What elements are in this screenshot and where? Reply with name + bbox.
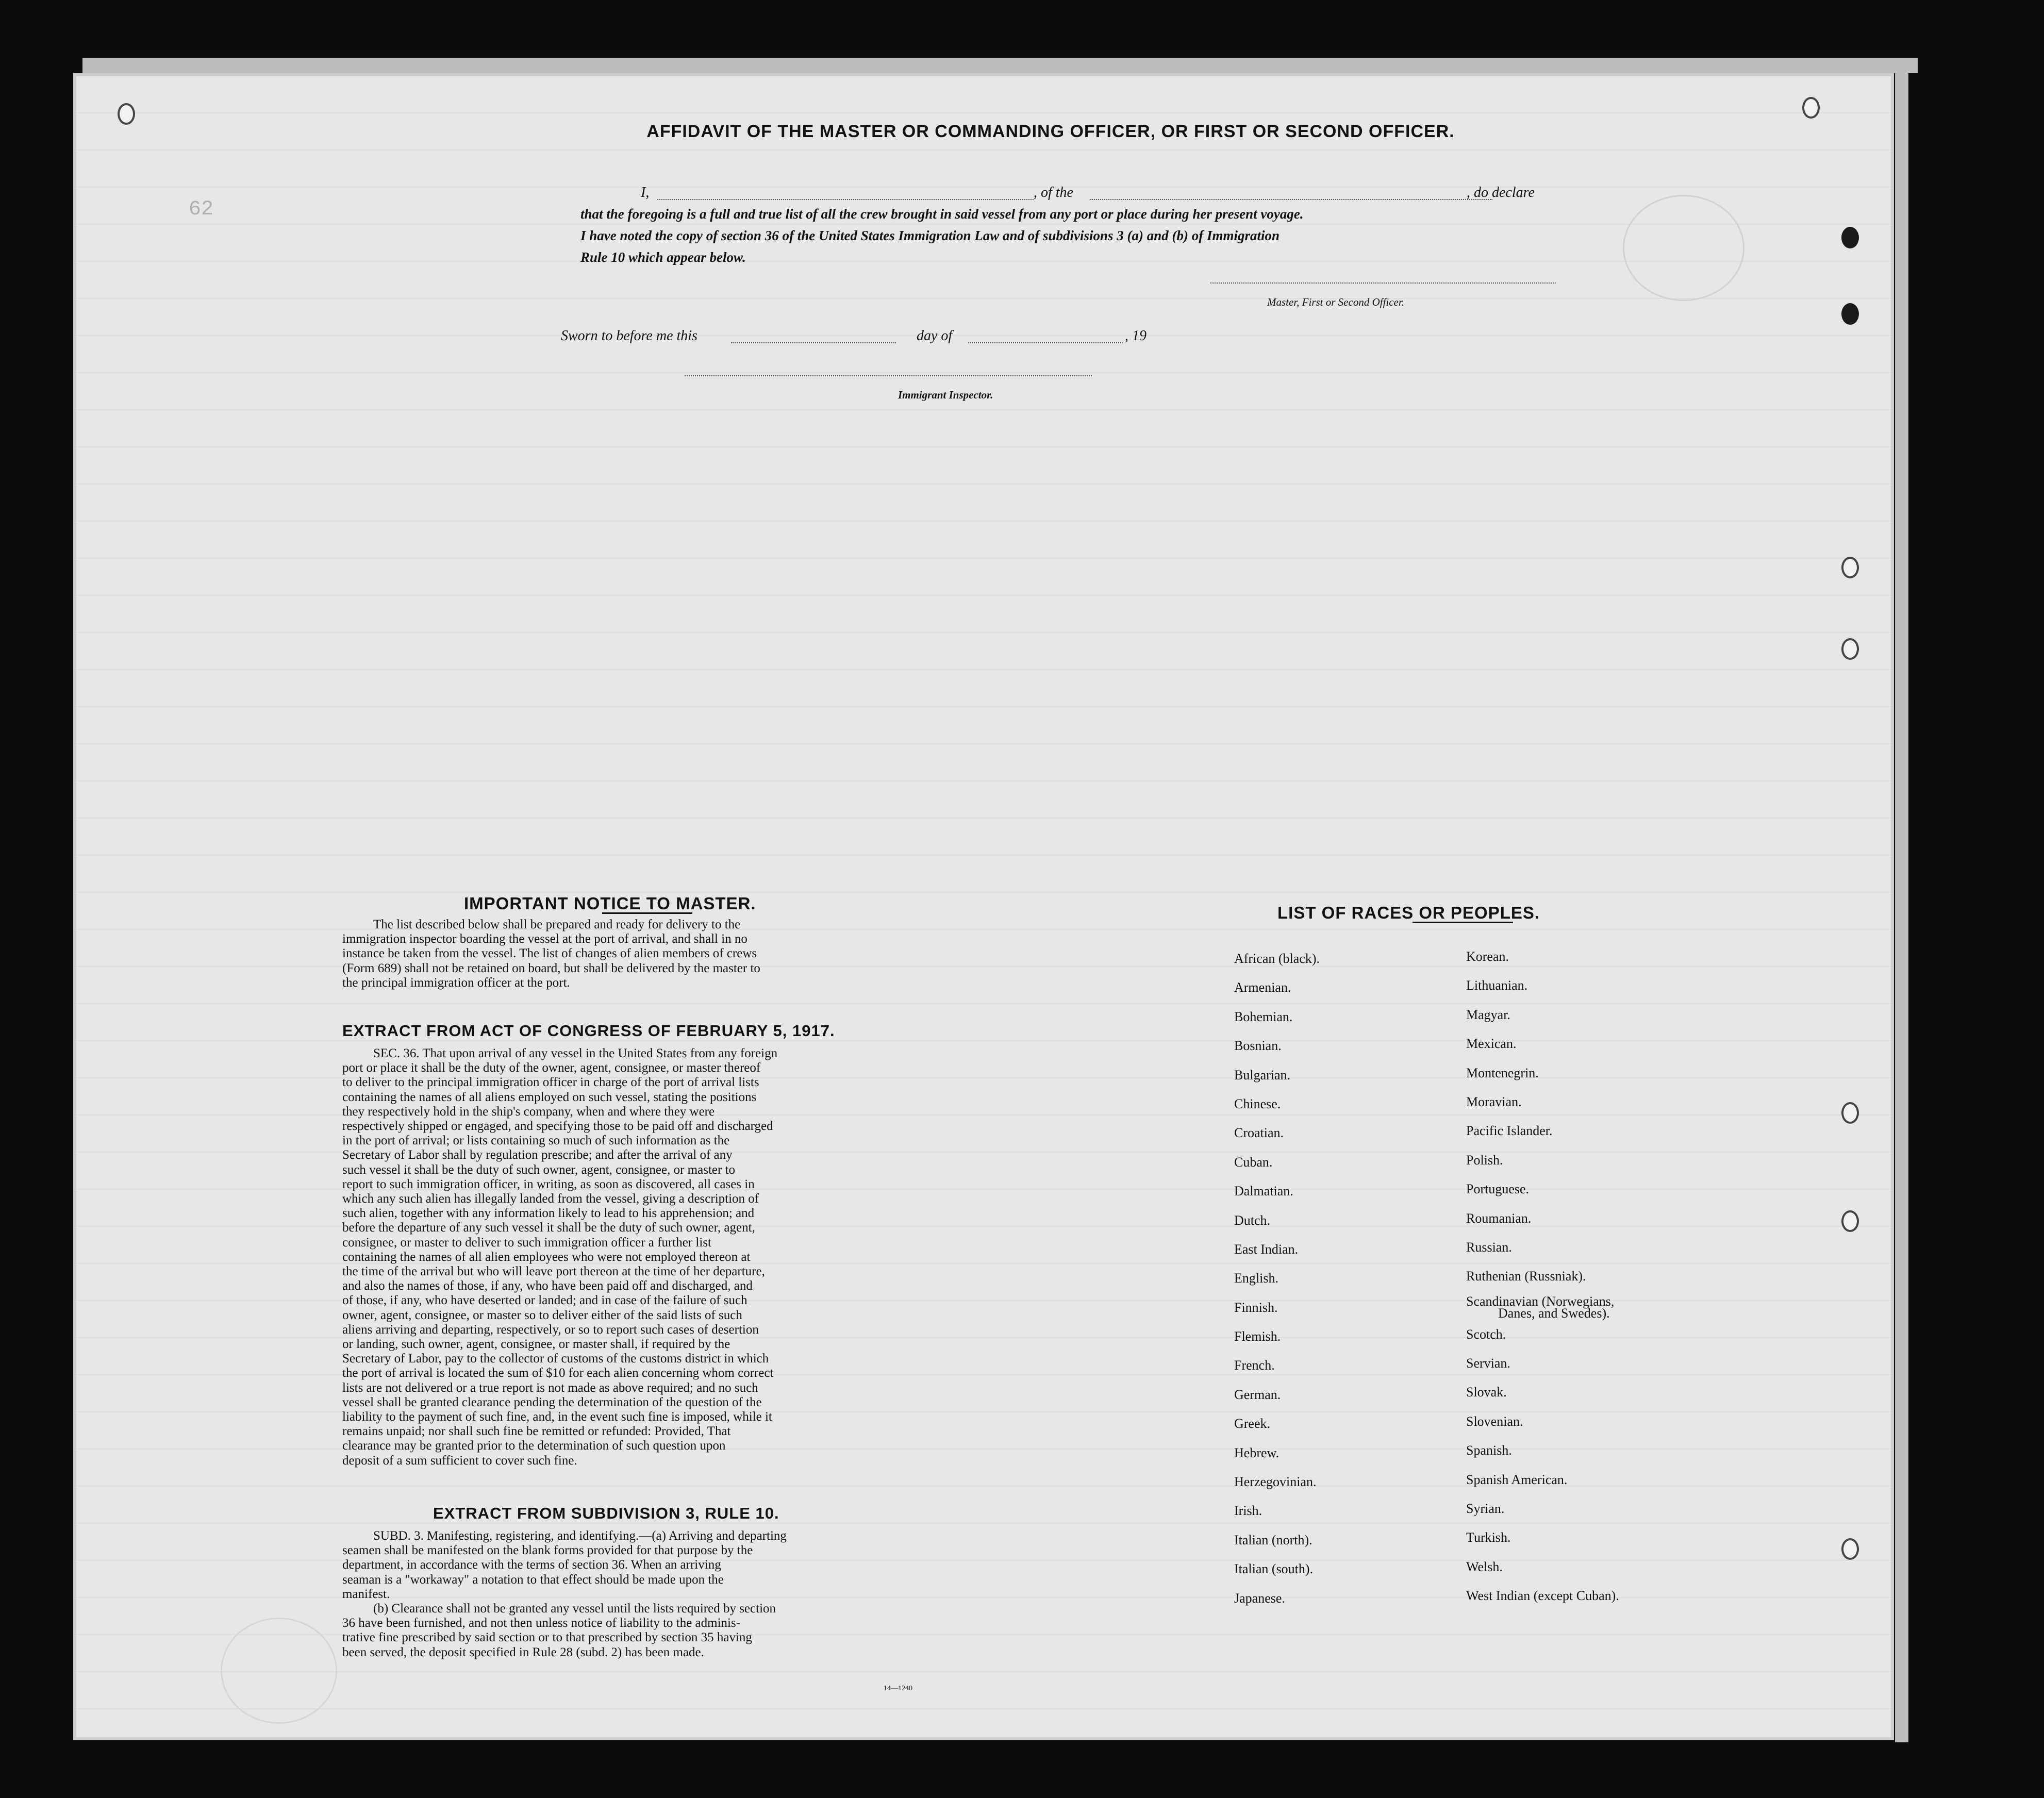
affidavit-do-declare: , do declare [1467, 185, 1535, 201]
race-item: Roumanian. [1466, 1210, 1532, 1226]
stacked-page-edge-right [1895, 67, 1908, 1742]
inspector-signature-line[interactable] [685, 375, 1092, 376]
race-item: Scotch. [1466, 1326, 1506, 1342]
race-item: Polish. [1466, 1152, 1503, 1168]
race-item: Spanish. [1466, 1443, 1512, 1458]
race-item: Croatian. [1234, 1125, 1284, 1141]
notice-heading: IMPORTANT NOTICE TO MASTER. [464, 894, 756, 913]
rule-line: seaman is a "workaway" a notation to that effect should be made upon the [342, 1572, 724, 1587]
faint-seal [221, 1618, 337, 1724]
race-item: Herzegovinian. [1234, 1474, 1317, 1490]
notice-line: (Form 689) shall not be retained on board, but shall be delivered by the master to [342, 961, 760, 975]
race-item: Magyar. [1466, 1007, 1510, 1022]
act-line: vessel shall be granted clearance pending the determination of the question of the [342, 1395, 762, 1409]
race-item: East Indian. [1234, 1241, 1299, 1257]
rule-line: department, in accordance with the terms of section 36. When an arriving [342, 1558, 721, 1572]
races-left-column [1234, 944, 1320, 1613]
act-line: consignee, or master to deliver to such immigration officer a further list [342, 1235, 711, 1250]
race-item: Turkish. [1466, 1530, 1511, 1545]
rule-line: seamen shall be manifested on the blank forms provided for that purpose by the [342, 1543, 753, 1558]
race-item: Dutch. [1234, 1212, 1271, 1228]
act-line: containing the names of all alien employees who were not employed thereon at [342, 1250, 751, 1264]
race-item: Bohemian. [1234, 1009, 1293, 1024]
act-line: or landing, such owner, agent, consignee, or master shall, if required by the [342, 1337, 730, 1352]
sworn-day-field[interactable] [731, 342, 896, 343]
rule-line: been served, the deposit specified in Rule 28 (subd. 2) has been made. [342, 1645, 704, 1659]
act-line: which any such alien has illegally landed from the vessel, giving a description of [342, 1192, 759, 1206]
act-line: deposit of a sum sufficient to cover such fine. [342, 1453, 577, 1468]
race-item: Hebrew. [1234, 1445, 1279, 1460]
race-item: West Indian (except Cuban). [1466, 1588, 1619, 1604]
act-line: the time of the arrival but who will leave port thereon at the time of her departure, [342, 1264, 765, 1279]
act-line: aliens arriving and departing, respectively, or so to report such cases of desertion [342, 1322, 759, 1337]
race-item: German. [1234, 1387, 1281, 1402]
race-item: Bosnian. [1234, 1038, 1282, 1054]
race-item: Armenian. [1234, 980, 1291, 995]
race-item: Portuguese. [1466, 1181, 1530, 1197]
faint-stamp [1623, 195, 1744, 301]
affidavit-line-2: that the foregoing is a full and true list of all the crew brought in said vessel from any port or place during her present voyage. [580, 206, 1304, 222]
act-line: SEC. 36. That upon arrival of any vessel in the United States from any foreign [373, 1046, 778, 1060]
punch-hole-right-5 [1841, 638, 1859, 660]
act-line: before the departure of any such vessel it shall be the duty of such owner, agent, [342, 1221, 755, 1235]
master-name-field[interactable] [657, 199, 1034, 200]
master-signature-line[interactable] [1210, 282, 1556, 284]
act-line: report to such immigration officer, in writing, as soon as discovered, all cases in [342, 1177, 755, 1191]
act-line: and also the names of those, if any, who have been paid off and discharged, and [342, 1279, 753, 1293]
rule-line: manifest. [342, 1587, 390, 1601]
race-item: Flemish. [1234, 1329, 1281, 1344]
act-line: owner, agent, consignee, or master so to deliver either of the said lists of such [342, 1308, 742, 1322]
race-item: Danes, and Swedes). [1498, 1305, 1610, 1321]
act-line: liability to the payment of such fine, and, in the event such fine is imposed, while it [342, 1410, 772, 1424]
race-item: Bulgarian. [1234, 1067, 1291, 1083]
notice-underline [602, 912, 692, 914]
races-right-column [1466, 942, 1619, 1611]
sworn-line [561, 328, 1283, 348]
race-item: Italian (south). [1234, 1561, 1314, 1577]
act-line: such alien, together with any information likely to lead to his apprehension; and [342, 1206, 755, 1221]
punch-hole-right-3 [1841, 303, 1859, 325]
punch-hole-right-4 [1841, 557, 1859, 578]
punch-hole-right-7 [1841, 1210, 1859, 1232]
affidavit-of-the-label: , of the [1034, 185, 1073, 201]
punch-hole-right-2 [1841, 227, 1859, 248]
sworn-label: Sworn to before me this [561, 328, 697, 344]
race-item: Ruthenian (Russniak). [1466, 1269, 1586, 1284]
race-item: French. [1234, 1358, 1275, 1373]
affidavit-line-3: I have noted the copy of section 36 of the United States Immigration Law and of subdivisions 3 (a) and (b) of Immigration [580, 228, 1280, 243]
race-item: Welsh. [1466, 1559, 1503, 1574]
master-signature-label: Master, First or Second Officer. [1267, 296, 1404, 308]
race-item: Scandinavian (Norwegians, [1466, 1293, 1615, 1309]
notice-line: The list described below shall be prepared and ready for delivery to the [373, 918, 741, 931]
act-line: the port of arrival is located the sum of $10 for each alien concerning whom correct [342, 1366, 774, 1380]
race-item: African (black). [1234, 951, 1320, 966]
act-line: Secretary of Labor shall by regulation prescribe; and after the arrival of any [342, 1148, 733, 1162]
affidavit-title: AFFIDAVIT OF THE MASTER OR COMMANDING OFFICER, OR FIRST OR SECOND OFFICER. [646, 122, 1455, 141]
act-line: Secretary of Labor, pay to the collector of customs of the customs district in which [342, 1352, 769, 1366]
stacked-page-edge-top [82, 58, 1918, 73]
extract-act-heading: EXTRACT FROM ACT OF CONGRESS OF FEBRUARY 5, 1917. [342, 1022, 835, 1040]
notice-body [342, 918, 1021, 990]
rule-line: (b) Clearance shall not be granted any vessel until the lists required by section [373, 1602, 776, 1616]
day-of-label: day of [917, 328, 953, 344]
vessel-name-field[interactable] [1090, 199, 1492, 200]
race-item: Finnish. [1234, 1300, 1278, 1315]
race-item: Chinese. [1234, 1096, 1281, 1111]
race-item: Servian. [1466, 1356, 1510, 1371]
act-line: they respectively hold in the ship's company, when and where they were [342, 1104, 715, 1119]
races-underline [1412, 922, 1513, 923]
act-line: containing the names of all aliens employed on such vessel, stating the positions [342, 1090, 757, 1104]
year-label: , 19 [1125, 328, 1146, 344]
notice-line: immigration inspector boarding the vessel at the port of arrival, and shall in no [342, 932, 747, 946]
document-page [76, 76, 1891, 1737]
race-item: Slovak. [1466, 1385, 1507, 1400]
race-item: Greek. [1234, 1416, 1271, 1431]
margin-mark: 62 [189, 198, 214, 221]
punch-hole-right-6 [1841, 1102, 1859, 1124]
act-line: respectively shipped or engaged, and specifying those to be paid off and discharged [342, 1119, 773, 1134]
form-number: 14—1240 [884, 1685, 912, 1692]
notice-line: the principal immigration officer at the port. [342, 975, 570, 990]
affidavit-i-label: I, [641, 185, 650, 201]
races-heading: LIST OF RACES OR PEOPLES. [1277, 903, 1540, 922]
rule-line: 36 have been furnished, and not then unless notice of liability to the adminis- [342, 1616, 741, 1630]
race-item: Korean. [1466, 949, 1509, 964]
race-item: Japanese. [1234, 1590, 1285, 1606]
race-item: Moravian. [1466, 1094, 1522, 1109]
sworn-month-field[interactable] [968, 342, 1123, 343]
inspector-label: Immigrant Inspector. [898, 389, 993, 401]
affidavit-line-1 [563, 185, 1594, 203]
act-line: remains unpaid; nor shall such fine be remitted or refunded: Provided, That [342, 1424, 731, 1439]
act-line: port or place it shall be the duty of the owner, agent, consignee, or master thereof [342, 1061, 761, 1075]
rule-line: SUBD. 3. Manifesting, registering, and identifying.—(a) Arriving and departing [373, 1529, 787, 1543]
punch-hole-right-1 [1802, 97, 1820, 119]
punch-hole-right-8 [1841, 1538, 1859, 1560]
act-line: of those, if any, who have deserted or landed; and in case of the failure of such [342, 1293, 747, 1308]
act-line: clearance may be granted prior to the determination of such question upon [342, 1439, 726, 1453]
punch-hole-left [118, 103, 135, 125]
act-line: to deliver to the principal immigration officer in charge of the port of arrival lists [342, 1075, 759, 1090]
race-item: Dalmatian. [1234, 1184, 1293, 1199]
act-line: lists are not delivered or a true report is not made as above required; and no such [342, 1380, 758, 1395]
race-item: Mexican. [1466, 1036, 1517, 1052]
act-line: in the port of arrival; or lists containing so much of such information as the [342, 1134, 730, 1148]
race-item: Italian (north). [1234, 1532, 1312, 1547]
race-item: Cuban. [1234, 1154, 1273, 1170]
race-item: Lithuanian. [1466, 978, 1528, 993]
act-line: such vessel it shall be the duty of such owner, agent, consignee, or master to [342, 1162, 735, 1177]
extract-rule-heading: EXTRACT FROM SUBDIVISION 3, RULE 10. [433, 1504, 779, 1522]
affidavit-line-4: Rule 10 which appear below. [580, 249, 746, 265]
race-item: Montenegrin. [1466, 1065, 1539, 1080]
extract-act-body [342, 1046, 1021, 1468]
race-item: Slovenian. [1466, 1413, 1523, 1429]
race-item: Spanish American. [1466, 1472, 1568, 1487]
race-item: Irish. [1234, 1503, 1262, 1519]
race-item: Pacific Islander. [1466, 1123, 1553, 1139]
notice-line: instance be taken from the vessel. The list of changes of alien members of crews [342, 946, 757, 961]
race-item: Syrian. [1466, 1501, 1505, 1517]
extract-rule-body [342, 1529, 1021, 1660]
race-item: Russian. [1466, 1239, 1512, 1255]
race-item: English. [1234, 1271, 1278, 1286]
rule-line: trative fine prescribed by said section or to that prescribed by section 35 having [342, 1630, 752, 1645]
